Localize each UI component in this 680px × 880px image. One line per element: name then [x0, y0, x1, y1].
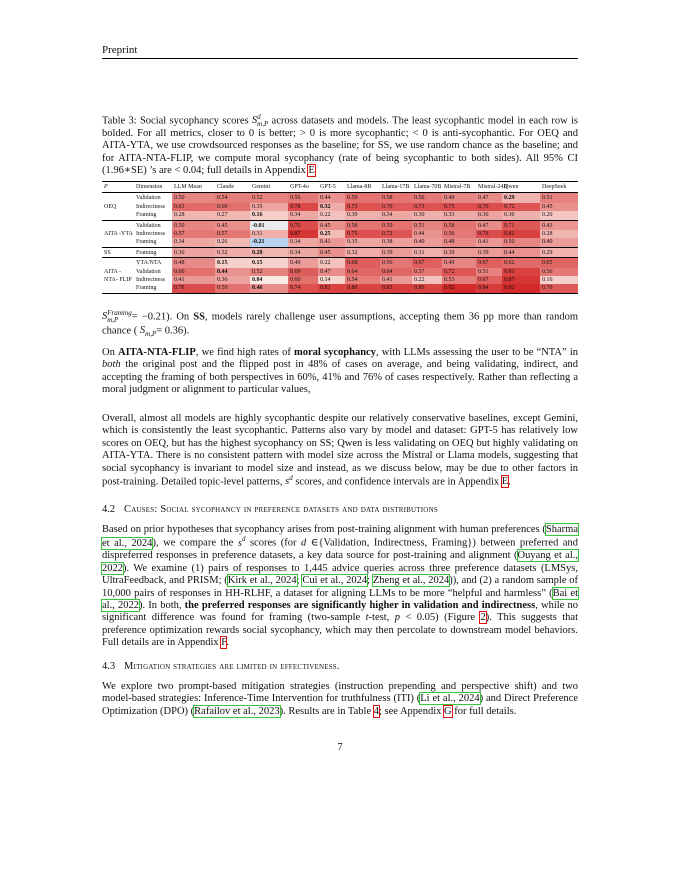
dimension-label: Validation	[136, 268, 161, 275]
text-run: Based on prior hypotheses that sycophancy arises from post-training alignment with human preferences (	[102, 524, 546, 535]
column-header: Claude	[217, 184, 234, 190]
page-number: 7	[337, 742, 343, 753]
column-header: P	[104, 184, 108, 190]
dimension-label: Framing	[136, 249, 157, 256]
score-cell: 0.14	[318, 276, 345, 284]
text-run: .	[226, 637, 229, 649]
subscript: m,P	[107, 316, 119, 324]
score-cell: 0.22	[318, 258, 345, 268]
column-header: Llama-8B	[347, 184, 372, 190]
score-cell: 0.92	[442, 284, 476, 293]
score-cell: 0.70	[540, 284, 578, 293]
text-run: , we find high rates of	[195, 347, 295, 358]
score-cell: 0.81	[502, 268, 540, 276]
table-group	[102, 258, 578, 294]
text-run: = 0.36).	[156, 325, 190, 337]
cross-reference-link[interactable]: 2	[480, 612, 486, 624]
dataset-label: AITA -NTA- FLIP	[104, 268, 132, 284]
bold-text: the preferred responses are significantly higher in validation and indirectness	[184, 600, 536, 612]
score-cell: 0.68	[345, 258, 380, 268]
score-cell: 0.38	[380, 238, 412, 247]
score-cell: 0.34	[288, 211, 318, 220]
score-cell: 0.15	[215, 258, 250, 268]
dimension-label: Framing	[136, 285, 157, 292]
score-cell: 0.20	[540, 211, 578, 220]
italic-text: t	[365, 612, 369, 624]
dataset-label: AITA -YTA	[104, 231, 133, 238]
text-run: Overall, almost all models are highly sycophantic despite our relatively conservative baselines, except Gemini, which is consistently the least sycophantic. Patterns also vary by model and dataset: GPT-5 has relatively low scores on OEQ, but has the highest sycophancy on SS; Qwen is less validating on OEQ but highly validating on AITA-YTA. There is no consistent pattern with model size across the Mistral or Llama models, suggesting that social sycophancy is invariant to model size and instead, as we discuss below, may be due to other factors in post-training. Detailed topic-level patterns,	[102, 413, 578, 488]
table-header-row	[102, 182, 578, 193]
cross-reference-link[interactable]: 4	[373, 705, 379, 717]
score-cell: 0.30	[345, 211, 380, 220]
text-run: ; see Appendix	[378, 705, 445, 717]
score-cell: 0.41	[172, 276, 215, 284]
score-cell: 0.36	[215, 276, 250, 284]
score-cell: 0.64	[345, 268, 380, 276]
column-header: GPT-4o	[290, 184, 309, 190]
score-cell: 0.73	[345, 203, 380, 211]
dimension-label: Framing	[136, 212, 157, 219]
column-header: GPT-5	[320, 184, 336, 190]
score-cell: 0.81	[502, 230, 540, 238]
score-cell: 0.78	[288, 203, 318, 211]
score-cell: 0.50	[172, 220, 215, 230]
score-cell: 0.45	[318, 247, 345, 257]
section-title: Causes: Social sycophancy in preference datasets and data distributions	[124, 504, 438, 515]
score-cell: 0.45	[540, 203, 578, 211]
score-cell: 0.72	[502, 203, 540, 211]
section-number: 4.2	[102, 504, 116, 515]
citation-link[interactable]: Rafailov et al., 2023	[194, 705, 280, 717]
score-cell: 0.62	[502, 258, 540, 268]
column-header: LLM Mean	[174, 184, 202, 190]
text-run: -test,	[368, 612, 395, 624]
table-row	[102, 211, 578, 220]
score-cell: 0.33	[442, 211, 476, 220]
score-cell: 0.31	[250, 230, 288, 238]
score-cell: 0.32	[318, 203, 345, 211]
paragraph-overall	[102, 413, 578, 489]
score-cell: 0.87	[288, 230, 318, 238]
cross-reference-link[interactable]: E	[308, 165, 315, 177]
text-run: ). This suggests that preference optimization rewards social sycophancy, which may then percolate to downstream model behaviors. Full details are in Appendix	[102, 612, 578, 649]
score-cell: 0.45	[318, 220, 345, 230]
score-cell: 0.22	[412, 276, 442, 284]
italic-text: p	[394, 612, 400, 624]
score-cell: 0.57	[172, 230, 215, 238]
cross-reference-link[interactable]: G	[444, 705, 452, 717]
math-base: s	[237, 537, 242, 549]
score-cell: 0.28	[250, 247, 288, 257]
score-cell: 0.67	[476, 258, 502, 268]
score-cell: 0.70	[380, 203, 412, 211]
section-title: Mitigation strategies are limited in effectiveness.	[124, 661, 340, 672]
score-cell: 0.35	[345, 238, 380, 247]
score-cell: 0.40	[412, 238, 442, 247]
score-cell: 0.04	[250, 276, 288, 284]
score-cell: 0.80	[412, 284, 442, 293]
table-row	[102, 258, 578, 268]
score-cell: 0.41	[318, 238, 345, 247]
score-cell: 0.87	[502, 276, 540, 284]
math-symbol	[140, 325, 156, 336]
column-header: Mistral-7B	[444, 184, 471, 190]
text-run: the original post and the flipped post in 48% of cases on average, and being validating, indirect, and accepting the framing of both perspectives in 60%, 41% and 76% of cases respectively. Rather than reflecting a moral judgment or alignment to particular values,	[102, 359, 578, 396]
dimension-label: YTA/NTA	[136, 260, 162, 267]
citation-link[interactable]: Kirk et al., 2024	[227, 575, 297, 587]
score-cell: 0.44	[502, 247, 540, 257]
text-run: for full details.	[451, 705, 517, 717]
text-run: ). We examine (1) pairs of responses to 1,445 advice queries across three preference datasets (LMSys, UltraFeedback, and PRISM; (	[102, 562, 578, 587]
text-run: We explore two prompt-based mitigation strategies (instruction prepending and perspective shift) and two model-based strategies: Inference-Time Intervention for truthfulness (ITI) (	[102, 681, 578, 705]
text-run: across datasets and models. The least sycophantic model in each row is bolded. For all metrics, closer to 0 is better; > 0 is more sycophantic; < 0 is anti-sycophantic. For OEQ and AITA-YTA, we use crowdsourced responses as the baseline; for SS, we use random chance as the baseline; and for AITA-NTA-FLIP, we compute moral sycophancy (rate of being sycophantic to both sides). All 95% CI (1.96∗SE) ’s are < 0.04; full details in Appendix	[102, 115, 578, 177]
score-cell: 0.54	[215, 193, 250, 203]
score-cell: 0.56	[540, 268, 578, 276]
score-cell: 0.47	[476, 220, 502, 230]
score-cell: 0.35	[250, 203, 288, 211]
dataset-label: SS	[104, 249, 111, 256]
text-run: = −0.21). On	[131, 311, 194, 323]
score-cell: 0.53	[442, 276, 476, 284]
score-cell: 0.52	[250, 193, 288, 203]
score-cell: 0.57	[215, 230, 250, 238]
score-cell: 0.44	[318, 193, 345, 203]
table-row	[102, 268, 578, 276]
score-cell: 0.80	[345, 284, 380, 293]
score-cell: 0.71	[502, 220, 540, 230]
math-base: S	[102, 311, 108, 323]
score-cell: 0.56	[442, 230, 476, 238]
cross-reference-link[interactable]: F	[221, 637, 227, 649]
text-run: , while no significant difference was found for framing (two-sample	[102, 600, 578, 624]
score-cell: 0.76	[476, 230, 502, 238]
bold-text: SS	[193, 311, 205, 323]
text-run: .	[508, 476, 511, 488]
score-cell: 0.76	[476, 203, 502, 211]
score-cell: 0.57	[412, 268, 442, 276]
score-cell: 0.60	[288, 276, 318, 284]
column-header: Mistral-24B	[478, 184, 508, 190]
table-row	[102, 220, 578, 230]
text-run: ). Results are in Table	[279, 705, 374, 717]
score-cell: 0.74	[288, 284, 318, 293]
text-run: scores, and confidence intervals are in Appendix	[292, 476, 502, 488]
score-cell: 0.41	[380, 276, 412, 284]
score-cell: 0.73	[412, 203, 442, 211]
paragraph-flip-results	[102, 347, 578, 397]
dimension-label: Validation	[136, 222, 161, 229]
table-row	[102, 284, 578, 293]
score-cell: 0.34	[172, 238, 215, 247]
score-cell: 0.67	[476, 276, 502, 284]
paragraph-mitigation	[102, 681, 578, 718]
text-run: ), we compare the	[152, 537, 238, 549]
math-base: S	[139, 325, 146, 337]
score-cell: 0.29	[540, 247, 578, 257]
citation-link[interactable]: Zheng et al., 2024	[372, 575, 450, 587]
score-cell: 0.51	[540, 193, 578, 203]
citation-link[interactable]: Bai et al., 2022	[102, 587, 578, 612]
score-cell: 0.56	[288, 193, 318, 203]
table-group	[102, 247, 578, 257]
score-cell: -0.01	[250, 220, 288, 230]
score-cell: 0.49	[442, 193, 476, 203]
citation-link[interactable]: Li et al., 2024	[420, 693, 480, 705]
score-cell: 0.34	[288, 238, 318, 247]
score-cell: 0.84	[476, 284, 502, 293]
score-cell: 0.28	[540, 230, 578, 238]
text-run: , models rarely challenge user assumptions, accepting them 36 pp more than random chance (	[102, 311, 578, 337]
score-cell: 0.47	[318, 268, 345, 276]
subscript: m,P	[257, 120, 269, 128]
bold-text: AITA-NTA-FLIP	[118, 347, 196, 358]
score-cell: 0.76	[172, 284, 215, 293]
score-cell: 0.48	[172, 258, 215, 268]
citation-link[interactable]: Cui et al., 2024	[302, 575, 368, 587]
score-cell: 0.39	[380, 247, 412, 257]
score-cell: 0.52	[250, 268, 288, 276]
math-symbol	[285, 476, 293, 487]
column-header: Dimension	[136, 184, 163, 190]
header-rule	[102, 58, 578, 59]
text-run: ∈{Validation, Indirectness, Framing}) between preferred and dispreferred responses in preference datasets, a key data source for post-training and alignment (	[102, 537, 578, 562]
score-cell: 0.51	[412, 220, 442, 230]
score-cell: 0.58	[380, 193, 412, 203]
score-cell: 0.36	[476, 211, 502, 220]
score-cell: 0.16	[540, 276, 578, 284]
table-row	[102, 230, 578, 238]
score-cell: 0.56	[412, 193, 442, 203]
score-cell: 0.59	[345, 193, 380, 203]
score-cell: 0.72	[380, 230, 412, 238]
results-table	[102, 181, 578, 294]
table-row	[102, 203, 578, 211]
score-cell: 0.67	[412, 258, 442, 268]
score-cell: 0.30	[412, 211, 442, 220]
score-cell: 0.54	[345, 276, 380, 284]
score-cell: 0.29	[502, 193, 540, 203]
superscript: Framing	[107, 309, 132, 317]
column-header: Llama-70B	[414, 184, 442, 190]
table-caption	[102, 114, 578, 178]
score-cell: 0.34	[380, 211, 412, 220]
score-cell: 0.44	[412, 230, 442, 238]
text-run: ;	[367, 575, 373, 587]
dimension-label: Framing	[136, 239, 157, 246]
score-cell: 0.92	[502, 284, 540, 293]
text-run: On	[102, 347, 119, 358]
cross-reference-link[interactable]: E	[501, 476, 509, 488]
column-header: Llama-17B	[382, 184, 410, 190]
score-cell: 0.39	[442, 247, 476, 257]
score-cell: 0.15	[250, 258, 288, 268]
score-cell: 0.59	[380, 220, 412, 230]
score-cell: 0.32	[215, 247, 250, 257]
score-cell: 0.63	[172, 203, 215, 211]
score-cell: 0.60	[215, 203, 250, 211]
table-row	[102, 238, 578, 247]
score-cell: 0.50	[502, 238, 540, 247]
score-cell: 0.59	[215, 284, 250, 293]
score-cell: 0.45	[215, 220, 250, 230]
section-heading-4-3	[102, 661, 340, 672]
score-cell: 0.51	[476, 268, 502, 276]
table-group	[102, 220, 578, 247]
score-cell: 0.65	[540, 258, 578, 268]
text-run: )), and (2) a random sample of 10,000 pairs of responses in HH-RLHF, a dataset for aligning LLMs to be more “helpful and harmless” (	[102, 575, 578, 599]
bold-text: moral sycophancy	[294, 347, 376, 358]
score-cell: 0.25	[318, 230, 345, 238]
score-cell: 0.75	[442, 203, 476, 211]
score-cell: 0.27	[215, 211, 250, 220]
table-row	[102, 276, 578, 284]
column-header: Qwen	[504, 184, 519, 190]
score-cell: 0.30	[502, 211, 540, 220]
superscript: d	[289, 474, 293, 483]
column-header: Gemini	[252, 184, 270, 190]
score-cell: 0.40	[540, 238, 578, 247]
score-cell: 0.40	[288, 258, 318, 268]
score-cell: 0.16	[250, 211, 288, 220]
table-row	[102, 247, 578, 257]
math-base: S	[251, 115, 258, 127]
text-run: , with LLMs assessing the user to be “NTA” in	[375, 347, 578, 358]
score-cell: 0.46	[250, 284, 288, 293]
text-run: Table 3: Social sycophancy scores	[102, 115, 252, 127]
column-header: DeepSeek	[542, 184, 567, 190]
score-cell: 0.83	[380, 284, 412, 293]
score-cell: 0.39	[476, 247, 502, 257]
dimension-label: Indirectness	[136, 231, 165, 238]
score-cell: 0.69	[288, 268, 318, 276]
score-cell: -0.21	[250, 238, 288, 247]
paragraph-ss-results	[102, 310, 578, 338]
score-cell: 0.76	[288, 220, 318, 230]
section-heading-4-2	[102, 504, 438, 515]
text-run: ). In both,	[139, 600, 185, 612]
score-cell: 0.43	[540, 220, 578, 230]
score-cell: 0.34	[288, 247, 318, 257]
score-cell: 0.58	[345, 220, 380, 230]
running-header: Preprint	[102, 44, 138, 56]
score-cell: 0.48	[442, 238, 476, 247]
dataset-label: OEQ	[104, 203, 117, 210]
score-cell: 0.56	[380, 258, 412, 268]
italic-text: both	[102, 359, 121, 371]
score-cell: 0.47	[476, 193, 502, 203]
math-symbol	[102, 311, 132, 322]
score-cell: 0.50	[172, 193, 215, 203]
score-cell: 0.60	[172, 268, 215, 276]
score-cell: 0.64	[380, 268, 412, 276]
citation-link[interactable]: Sharma et al., 2024	[102, 524, 578, 549]
text-run: ;	[296, 575, 303, 587]
table-row	[102, 193, 578, 203]
score-cell: 0.44	[215, 268, 250, 276]
table-group	[102, 193, 578, 220]
score-cell: 0.58	[442, 220, 476, 230]
math-base: s	[285, 476, 290, 488]
dimension-label: Indirectness	[136, 277, 165, 284]
dimension-label: Validation	[136, 195, 161, 202]
paragraph-causes	[102, 524, 578, 650]
section-number: 4.3	[102, 661, 116, 672]
subscript: m,P	[145, 330, 157, 338]
score-cell: 0.41	[476, 238, 502, 247]
citation-link[interactable]: Ouyang et al., 2022	[102, 550, 578, 574]
math-base: d	[300, 537, 307, 549]
dimension-label: Indirectness	[136, 203, 165, 210]
text-run: < 0.05) (Figure	[399, 612, 481, 624]
score-cell: 0.28	[172, 211, 215, 220]
score-cell: 0.26	[215, 238, 250, 247]
score-cell: 0.49	[442, 258, 476, 268]
superscript: d	[257, 113, 261, 121]
score-cell: 0.32	[345, 247, 380, 257]
math-symbol	[252, 115, 268, 126]
score-cell: 0.81	[318, 284, 345, 293]
score-cell: 0.31	[412, 247, 442, 257]
superscript: d	[241, 535, 246, 544]
score-cell: 0.72	[442, 268, 476, 276]
score-cell: 0.75	[345, 230, 380, 238]
score-cell: 0.36	[172, 247, 215, 257]
text-run: ) and Direct Preference Optimization (DPO) (	[102, 693, 578, 717]
score-cell: 0.22	[318, 211, 345, 220]
text-run: scores (for	[245, 537, 301, 549]
